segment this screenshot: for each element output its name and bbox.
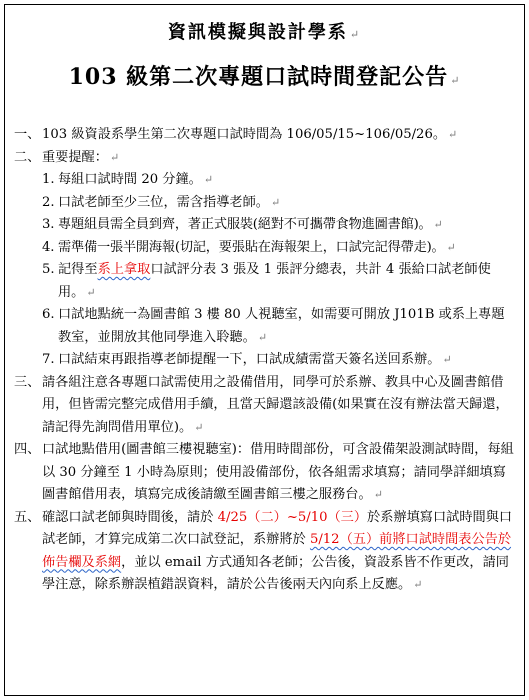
- section-number: 三、: [14, 374, 41, 390]
- reminder-5: [14, 259, 515, 304]
- paragraph-mark-icon: ↵: [446, 240, 456, 254]
- announcement-title: [0, 60, 529, 91]
- section-text: 重要提醒：: [42, 149, 108, 165]
- reminder-number: 3.: [42, 217, 55, 232]
- section-text: 確認口試老師與時間後，請於: [42, 509, 218, 525]
- paragraph-mark-icon: ↵: [349, 28, 362, 41]
- reminder-number: 7.: [42, 352, 55, 367]
- section-text: ，並以 email 方式通知各老師；公告後，資設系皆不作更改，請同學注意，除系辦誤植錯誤資料，請於公告後兩天內向系上反應。: [42, 554, 509, 592]
- reminder-number: 4.: [42, 239, 55, 255]
- paragraph-mark-icon: ↵: [448, 128, 458, 141]
- reminder-6: [14, 304, 515, 349]
- section-text: 103 級資設系學生第二次專題口試時間為 106/05/15~106/05/26。: [42, 127, 447, 142]
- department-title: [0, 18, 529, 44]
- section-text: 於系辦填寫口試時間與口試老師，才算完成第二次口試登記，系辦將於: [42, 509, 513, 547]
- reminder-number: 1.: [42, 172, 55, 187]
- section-text: 請各組注意各專題口試需使用之設備借用，同學可於系辦、教具中心及圖書館借用，但皆需完整完成借用手續，且當天歸還該設備(如果實在沒有辦法當天歸還，請記得先詢問借用單位)。: [42, 374, 509, 435]
- reminder-3: [14, 214, 515, 237]
- paragraph-mark-icon: ↵: [450, 74, 461, 87]
- reminder-text: 口試結束再跟指導老師提醒一下，口試成績需當天簽名送回系辦。: [58, 352, 441, 367]
- registration-period: 4/25（二）~5/10（三）: [217, 509, 368, 525]
- section-number: 二、: [14, 149, 41, 165]
- reminder-2: [14, 192, 515, 215]
- schedule-posting-notice: 5/12（五）前將口試時間表公告於佈告欄及系網: [42, 532, 512, 570]
- reminder-7: [14, 349, 515, 372]
- paragraph-mark-icon: ↵: [442, 353, 452, 366]
- section-number: 一、: [14, 127, 41, 142]
- paragraph-mark-icon: ↵: [433, 218, 443, 231]
- reminder-number: 6.: [42, 307, 55, 322]
- reminder-1: [14, 169, 515, 192]
- reminder-number: 5.: [42, 262, 55, 277]
- paragraph-mark-icon: ↵: [86, 285, 96, 299]
- department-name: 資訊模擬與設計學系: [167, 22, 348, 43]
- section-text: 口試地點借用(圖書館三樓視聽室)：借用時間部份，可含設備架設測試時間，每組以 30 分鐘至 1 小時為原則；使用設備部份，依各組需求填寫；請同學詳細填寫圖書館借用表，填寫完成後請繳至圖書館三樓之服務台。: [42, 442, 514, 502]
- reminder-number: 2.: [42, 194, 55, 210]
- section-5: [14, 507, 515, 597]
- paragraph-mark-icon: ↵: [413, 578, 423, 591]
- reminder-text: 每組口試時間 20 分鐘。: [58, 172, 202, 187]
- section-2: [14, 147, 515, 170]
- announcement-title-text: 103 級第二次專題口試時間登記公告: [68, 64, 449, 90]
- reminder-text: 口試老師至少三位，需含指導老師。: [58, 194, 269, 210]
- highlight-text: 系上拿取: [97, 262, 151, 277]
- paragraph-mark-icon: ↵: [271, 195, 281, 209]
- section-number: 五、: [14, 509, 41, 525]
- reminder-text: 需準備一張半開海報(切記，要張貼在海報架上，口試完記得帶走)。: [58, 239, 445, 255]
- section-3: [14, 372, 515, 440]
- reminder-4: [14, 237, 515, 260]
- announcement-body: [14, 124, 515, 597]
- reminder-text: 口試地點統一為圖書館 3 樓 80 人視聽室，如需要可開放 J101B 或系上專題教室，並開放其他同學進入聆聽。: [58, 307, 505, 345]
- paragraph-mark-icon: ↵: [109, 150, 120, 164]
- section-4: [14, 439, 515, 507]
- section-1: [14, 124, 515, 147]
- paragraph-mark-icon: ↵: [373, 488, 383, 501]
- reminder-text: 口試評分表 3 張及 1 張評分總表，共計 4 張給口試老師使用。: [58, 262, 491, 300]
- paragraph-mark-icon: ↵: [194, 420, 204, 434]
- reminder-text: 專題組員需全員到齊，著正式服裝(絕對不可攜帶食物進圖書館)。: [58, 217, 432, 232]
- section-number: 四、: [14, 442, 41, 457]
- paragraph-mark-icon: ↵: [203, 173, 214, 186]
- paragraph-mark-icon: ↵: [257, 330, 268, 344]
- reminder-text: 記得至: [58, 262, 98, 277]
